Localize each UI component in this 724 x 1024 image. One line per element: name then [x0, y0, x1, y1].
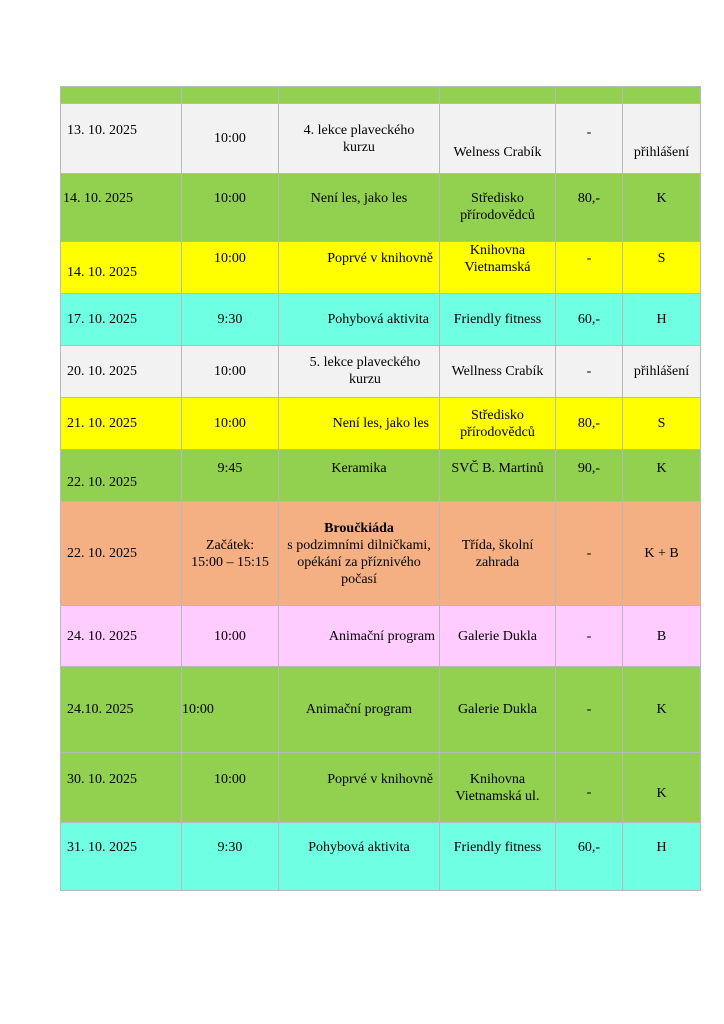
price-cell: 90,-	[556, 450, 623, 502]
activity-cell: Pohybová aktivita	[279, 294, 440, 346]
activity-cell: Poprvé v knihovně	[279, 753, 440, 823]
date-cell: 14. 10. 2025	[61, 174, 182, 242]
group-cell: S	[623, 398, 701, 450]
activity-cell: Animační program	[279, 606, 440, 667]
table-row	[61, 753, 701, 823]
activity-cell	[279, 502, 440, 606]
group-cell: přihlášení	[623, 104, 701, 174]
place-line: Vietnamská	[464, 260, 531, 275]
table-row	[61, 346, 701, 398]
table-header-bar	[61, 87, 701, 104]
time-cell: 10:00	[182, 104, 279, 174]
time-cell: 9:30	[182, 823, 279, 891]
price-cell: 60,-	[556, 823, 623, 891]
date-cell: 13. 10. 2025	[61, 104, 182, 174]
activity-line: kurzu	[343, 139, 375, 155]
place-line: Knihovna	[469, 243, 526, 258]
place-line: Třída, školní	[461, 537, 534, 553]
table-row	[61, 606, 701, 667]
place-line: Středisko	[471, 407, 524, 423]
activity-cell	[279, 104, 440, 174]
date-cell: 14. 10. 2025	[61, 242, 182, 294]
activity-line: opékání za příznivého	[297, 554, 421, 570]
price-cell: 80,-	[556, 398, 623, 450]
activity-cell: Animační program	[279, 667, 440, 753]
group-cell: B	[623, 606, 701, 667]
time-cell: 10:00	[182, 174, 279, 242]
place-cell	[440, 174, 556, 242]
activity-line: 5. lekce plaveckého	[309, 355, 421, 370]
group-cell: H	[623, 294, 701, 346]
table-row	[61, 398, 701, 450]
date-cell: 22. 10. 2025	[61, 450, 182, 502]
activity-cell: Není les, jako les	[279, 174, 440, 242]
activity-cell	[279, 346, 440, 398]
activity-cell: Není les, jako les	[279, 398, 440, 450]
table-row	[61, 450, 701, 502]
price-cell: -	[556, 606, 623, 667]
place-cell: Wellness Crabík	[440, 346, 556, 398]
place-line: přírodovědců	[460, 208, 535, 223]
activity-line: 4. lekce plaveckého	[303, 122, 415, 138]
schedule-table	[60, 86, 701, 891]
time-cell: 9:45	[182, 450, 279, 502]
date-cell: 22. 10. 2025	[61, 502, 182, 606]
date-cell: 30. 10. 2025	[61, 753, 182, 823]
date-cell: 31. 10. 2025	[61, 823, 182, 891]
header-cell	[623, 87, 701, 104]
place-cell: Galerie Dukla	[440, 667, 556, 753]
date-cell: 20. 10. 2025	[61, 346, 182, 398]
place-cell: Friendly fitness	[440, 294, 556, 346]
activity-cell: Pohybová aktivita	[279, 823, 440, 891]
table-row	[61, 294, 701, 346]
place-line: zahrada	[475, 554, 520, 570]
place-cell	[440, 242, 556, 294]
time-cell	[182, 502, 279, 606]
table-row	[61, 242, 701, 294]
place-cell	[440, 753, 556, 823]
place-line: Knihovna	[469, 772, 526, 787]
activity-cell: Poprvé v knihovně	[279, 242, 440, 294]
activity-cell: Keramika	[279, 450, 440, 502]
time-line: Začátek:	[205, 537, 255, 553]
activity-line: počasí	[341, 571, 377, 587]
group-cell: K	[623, 753, 701, 823]
header-cell	[61, 87, 182, 104]
group-cell: přihlášení	[623, 346, 701, 398]
place-cell: SVČ B. Martinů	[440, 450, 556, 502]
header-cell	[182, 87, 279, 104]
group-cell: K	[623, 174, 701, 242]
time-cell: 10:00	[182, 346, 279, 398]
price-cell: -	[556, 667, 623, 753]
header-cell	[440, 87, 556, 104]
time-cell: 10:00	[182, 753, 279, 823]
time-line: 15:00 – 15:15	[191, 554, 269, 570]
date-cell: 24.10. 2025	[61, 667, 182, 753]
group-cell: K + B	[623, 502, 701, 606]
time-cell: 10:00	[182, 398, 279, 450]
group-cell: H	[623, 823, 701, 891]
group-cell: K	[623, 667, 701, 753]
price-cell: -	[556, 242, 623, 294]
price-cell: -	[556, 104, 623, 174]
header-cell	[556, 87, 623, 104]
date-cell: 17. 10. 2025	[61, 294, 182, 346]
activity-line: s podzimními dilničkami,	[287, 537, 431, 553]
price-cell: -	[556, 753, 623, 823]
time-cell: 10:00	[182, 667, 279, 753]
table-row	[61, 104, 701, 174]
date-cell: 21. 10. 2025	[61, 398, 182, 450]
table-row	[61, 823, 701, 891]
place-line: Vietnamská ul.	[455, 789, 540, 804]
header-cell	[279, 87, 440, 104]
activity-line: kurzu	[349, 372, 381, 387]
group-cell: K	[623, 450, 701, 502]
place-cell: Friendly fitness	[440, 823, 556, 891]
activity-title: Broučkiáda	[324, 520, 394, 536]
group-cell: S	[623, 242, 701, 294]
price-cell: -	[556, 346, 623, 398]
table-row	[61, 502, 701, 606]
date-cell: 24. 10. 2025	[61, 606, 182, 667]
place-cell: Galerie Dukla	[440, 606, 556, 667]
time-cell: 10:00	[182, 606, 279, 667]
table-row	[61, 174, 701, 242]
place-cell	[440, 502, 556, 606]
table-row	[61, 667, 701, 753]
place-line: Středisko	[471, 191, 524, 206]
time-cell: 9:30	[182, 294, 279, 346]
place-line: přírodovědců	[460, 424, 535, 440]
place-cell: Welness Crabík	[440, 104, 556, 174]
price-cell: -	[556, 502, 623, 606]
place-cell	[440, 398, 556, 450]
price-cell: 80,-	[556, 174, 623, 242]
price-cell: 60,-	[556, 294, 623, 346]
time-cell: 10:00	[182, 242, 279, 294]
